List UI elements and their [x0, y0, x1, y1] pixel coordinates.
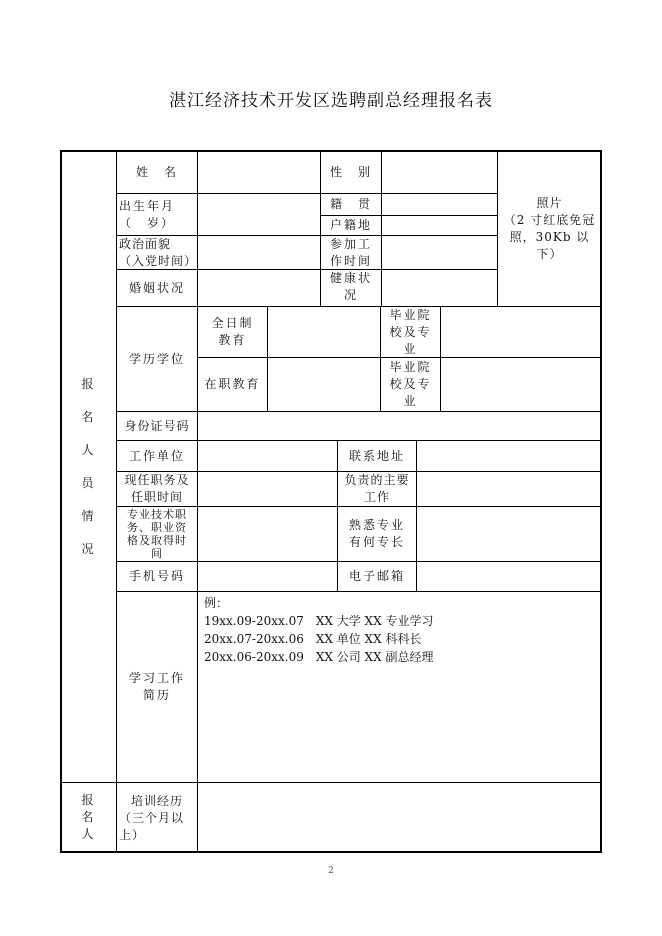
name-label: 姓 名	[116, 150, 198, 194]
id-number-field[interactable]	[197, 411, 602, 441]
name-field[interactable]	[197, 150, 321, 194]
political-field[interactable]	[197, 235, 321, 270]
inservice-education-label: 在职教育	[197, 357, 268, 412]
form-title: 湛江经济技术开发区选聘副总经理报名表	[169, 91, 493, 111]
position-field[interactable]	[197, 471, 338, 507]
fulltime-education-field[interactable]	[267, 306, 381, 358]
expertise-field[interactable]	[416, 506, 602, 562]
marital-field[interactable]	[197, 269, 321, 307]
political-label: 政治面貌 （入党时间）	[116, 235, 198, 270]
education-label: 学历学位	[116, 306, 198, 412]
gender-field[interactable]	[381, 150, 498, 194]
health-field[interactable]	[381, 269, 498, 307]
household-field[interactable]	[381, 215, 498, 236]
section-label-applicant-info: 报 名 人 员 情 况	[60, 150, 117, 783]
employer-field[interactable]	[197, 440, 338, 472]
resume-example-heading: 例：	[204, 596, 229, 610]
fulltime-school-field[interactable]	[440, 306, 602, 358]
expertise-label: 熟悉专业 有何专长	[337, 506, 417, 562]
household-label: 户籍地	[320, 215, 382, 236]
native-place-field[interactable]	[381, 193, 498, 216]
resume-example-line: 19xx.09-20xx.07 XX 大学 XX 专业学习	[204, 614, 434, 628]
address-field[interactable]	[416, 440, 602, 472]
gender-label: 性 别	[320, 150, 382, 194]
mobile-field[interactable]	[197, 561, 338, 592]
address-label: 联系地址	[337, 440, 417, 472]
resume-example-line: 20xx.06-20xx.09 XX 公司 XX 副总经理	[204, 650, 434, 664]
work-start-field[interactable]	[381, 235, 498, 270]
qualifications-field[interactable]	[197, 506, 338, 562]
email-field[interactable]	[416, 561, 602, 592]
marital-label: 婚姻状况	[116, 269, 198, 307]
id-number-label: 身份证号码	[116, 411, 198, 441]
employer-label: 工作单位	[116, 440, 198, 472]
qualifications-label: 专业技术职 务、职业资 格及取得时 间	[116, 506, 198, 562]
training-field[interactable]	[197, 782, 602, 853]
resume-field[interactable]	[197, 591, 602, 783]
health-label: 健康状 况	[320, 269, 382, 307]
birth-label: 出生年月 （ 岁）	[116, 193, 198, 236]
resume-label: 学习工作 简历	[116, 591, 198, 783]
resume-example-line: 20xx.07-20xx.06 XX 单位 XX 科科长	[204, 632, 422, 646]
page-number: 2	[328, 866, 334, 876]
training-label: 培训经历 （三个月以 上）	[116, 782, 198, 853]
native-place-label: 籍 贯	[320, 193, 382, 216]
inservice-education-field[interactable]	[267, 357, 381, 412]
inservice-school-field[interactable]	[440, 357, 602, 412]
fulltime-education-label: 全日制 教育	[197, 306, 268, 358]
inservice-school-label: 毕业院 校及专 业	[380, 357, 441, 412]
mobile-label: 手机号码	[116, 561, 198, 592]
duties-label: 负责的主要 工作	[337, 471, 417, 507]
birth-field[interactable]	[197, 193, 321, 236]
fulltime-school-label: 毕业院 校及专 业	[380, 306, 441, 358]
work-start-label: 参加工 作时间	[320, 235, 382, 270]
position-label: 现任职务及 任职时间	[116, 471, 198, 507]
section-label-applicant: 报 名 人	[60, 782, 117, 853]
duties-field[interactable]	[416, 471, 602, 507]
photo-placeholder[interactable]: 照片 （2 寸红底免冠 照，30Kb 以下）	[497, 150, 602, 307]
email-label: 电子邮箱	[337, 561, 417, 592]
